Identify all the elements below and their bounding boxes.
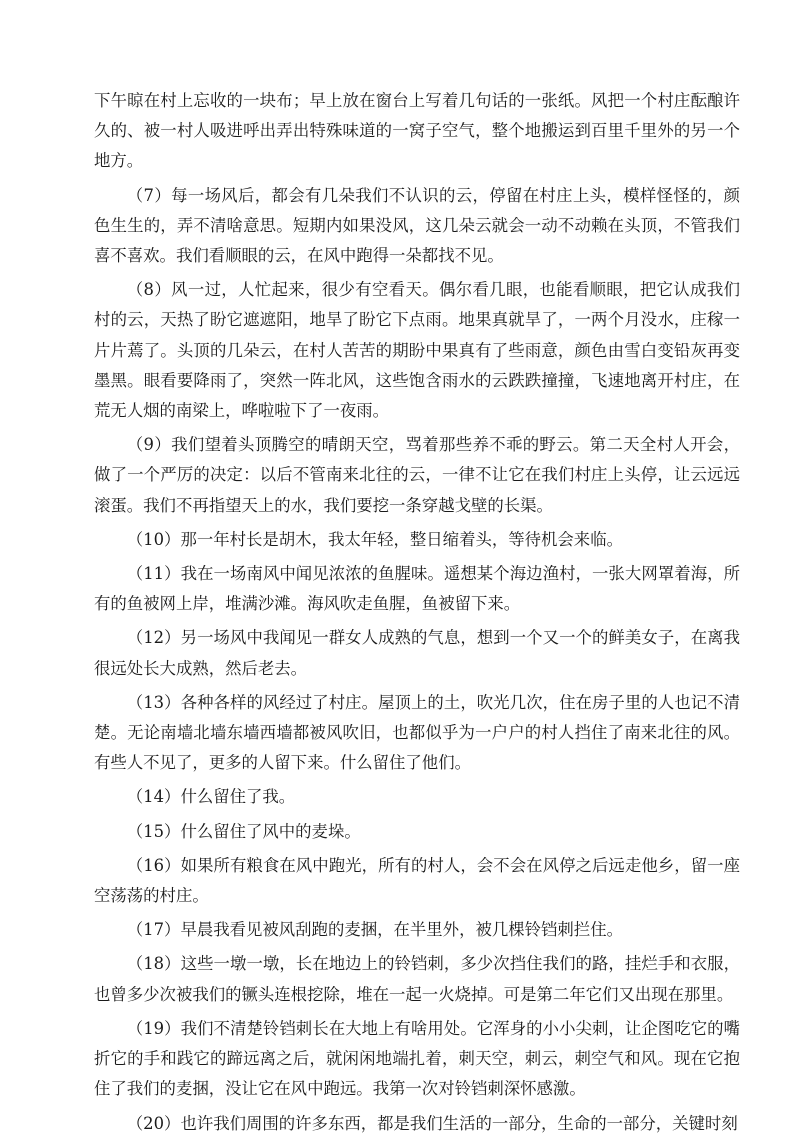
paragraph-text: 什么留住了我。 bbox=[180, 787, 296, 807]
paragraph-6-continued bbox=[94, 86, 740, 177]
paragraph-number: （17） bbox=[126, 920, 181, 940]
paragraph-11 bbox=[94, 559, 740, 619]
paragraph-text: 每一场风后，都会有几朵我们不认识的云，停留在村庄上头，模样怪怪的，颜色生生的，弄不清啥意思。短期内如果没风，这几朵云就会一动不动赖在头顶，不管我们喜不喜欢。我们看顺眼的云，在风中跑得一朵都找不见。 bbox=[94, 185, 741, 266]
paragraph-13 bbox=[94, 688, 740, 779]
paragraph-12 bbox=[94, 623, 740, 683]
paragraph-text: 我们不清楚铃铛刺长在大地上有啥用处。它浑身的小小尖刺，让企图吃它的嘴折它的手和践它的蹄远离之后，就闲闲地端扎着，刺天空，刺云，刺空气和风。现在它抱住了我们的麦捆，没让它在风中跑远。我第一次对铃铛刺深怀感激。 bbox=[94, 1018, 740, 1099]
paragraph-number: （9） bbox=[126, 435, 172, 455]
paragraph-number: （19） bbox=[126, 1018, 181, 1038]
paragraph-text: 什么留住了风中的麦垛。 bbox=[180, 821, 361, 841]
paragraph-number: （7） bbox=[126, 185, 172, 205]
paragraph-text: 另一场风中我闻见一群女人成熟的气息，想到一个又一个的鲜美女子，在离我很远处长大成熟，然后老去。 bbox=[94, 628, 740, 678]
paragraph-number: （18） bbox=[126, 954, 181, 974]
paragraph-19 bbox=[94, 1014, 740, 1105]
paragraph-7 bbox=[94, 181, 740, 272]
paragraph-18 bbox=[94, 949, 740, 1009]
paragraph-text: 也许我们周围的许多东西，都是我们生活的一部分，生命的一部分，关键时刻 bbox=[180, 1113, 738, 1133]
paragraph-text: 风一过，人忙起来，很少有空看天。偶尔看几眼，也能看顺眼，把它认成我们村的云，天热了盼它遮遮阳，地旱了盼它下点雨。地果真就旱了，一两个月没水，庄稼一片片蔫了。头顶的几朵云，在村人苦苦的期盼中果真有了些雨意，颜色由雪白变铅灰再变墨黑。眼看要降雨了，突然一阵北风，这些饱含雨水的云跌跌撞撞，飞速地离开村庄，在荒无人烟的南梁上，哗啦啦下了一夜雨。 bbox=[94, 280, 741, 421]
paragraph-number: （12） bbox=[126, 628, 181, 648]
paragraph-14 bbox=[94, 782, 740, 812]
paragraph-number: （15） bbox=[126, 821, 181, 841]
paragraph-number: （11） bbox=[126, 564, 181, 584]
paragraph-number: （8） bbox=[126, 280, 172, 300]
paragraph-17 bbox=[94, 915, 740, 945]
paragraph-number: （16） bbox=[126, 855, 181, 875]
document-page bbox=[94, 86, 740, 1143]
paragraph-number: （14） bbox=[126, 787, 181, 807]
paragraph-text: 各种各样的风经过了村庄。屋顶上的土，吹光几次，住在房子里的人也记不清楚。无论南墙北墙东墙西墙都被风吹旧，也都似乎为一户户的村人挡住了南来北往的风。有些人不见了，更多的人留下来。什么留住了他们。 bbox=[94, 692, 740, 773]
paragraph-20 bbox=[94, 1109, 740, 1139]
paragraph-15 bbox=[94, 817, 740, 847]
paragraph-text: 我们望着头顶腾空的晴朗天空，骂着那些养不乖的野云。第二天全村人开会，做了一个严厉的决定：以后不管南来北往的云，一律不让它在我们村庄上头停，让云远远滚蛋。我们不再指望天上的水，我们要挖一条穿越戈壁的长渠。 bbox=[94, 435, 741, 515]
paragraph-text: 如果所有粮食在风中跑光，所有的村人，会不会在风停之后远走他乡，留一座空荡荡的村庄。 bbox=[94, 855, 740, 906]
paragraph-8 bbox=[94, 275, 740, 426]
paragraph-text: 早晨我看见被风刮跑的麦捆，在半里外，被几棵铃铛刺拦住。 bbox=[180, 920, 623, 940]
paragraph-number: （20） bbox=[126, 1113, 181, 1133]
paragraph-9 bbox=[94, 430, 740, 521]
paragraph-text: 那一年村长是胡木，我太年轻，整日缩着头，等待机会来临。 bbox=[180, 529, 623, 549]
paragraph-text: 下午晾在村上忘收的一块布；早上放在窗台上写着几句话的一张纸。风把一个村庄酝酿许久的、被一村人吸进呼出弄出特殊味道的一窝子空气，整个地搬运到百里千里外的另一个地方。 bbox=[94, 91, 740, 171]
paragraph-16 bbox=[94, 851, 740, 911]
paragraph-10 bbox=[94, 525, 740, 555]
paragraph-number: （10） bbox=[126, 529, 181, 549]
paragraph-text: 我在一场南风中闻见浓浓的鱼腥味。遥想某个海边渔村，一张大网罩着海，所有的鱼被网上岸，堆满沙滩。海风吹走鱼腥，鱼被留下来。 bbox=[94, 564, 740, 614]
paragraph-text: 这些一墩一墩，长在地边上的铃铛刺，多少次挡住我们的路，挂烂手和衣服，也曾多少次被我们的镢头连根挖除，堆在一起一火烧掉。可是第二年它们又出现在那里。 bbox=[94, 954, 740, 1004]
paragraph-number: （13） bbox=[126, 692, 181, 712]
